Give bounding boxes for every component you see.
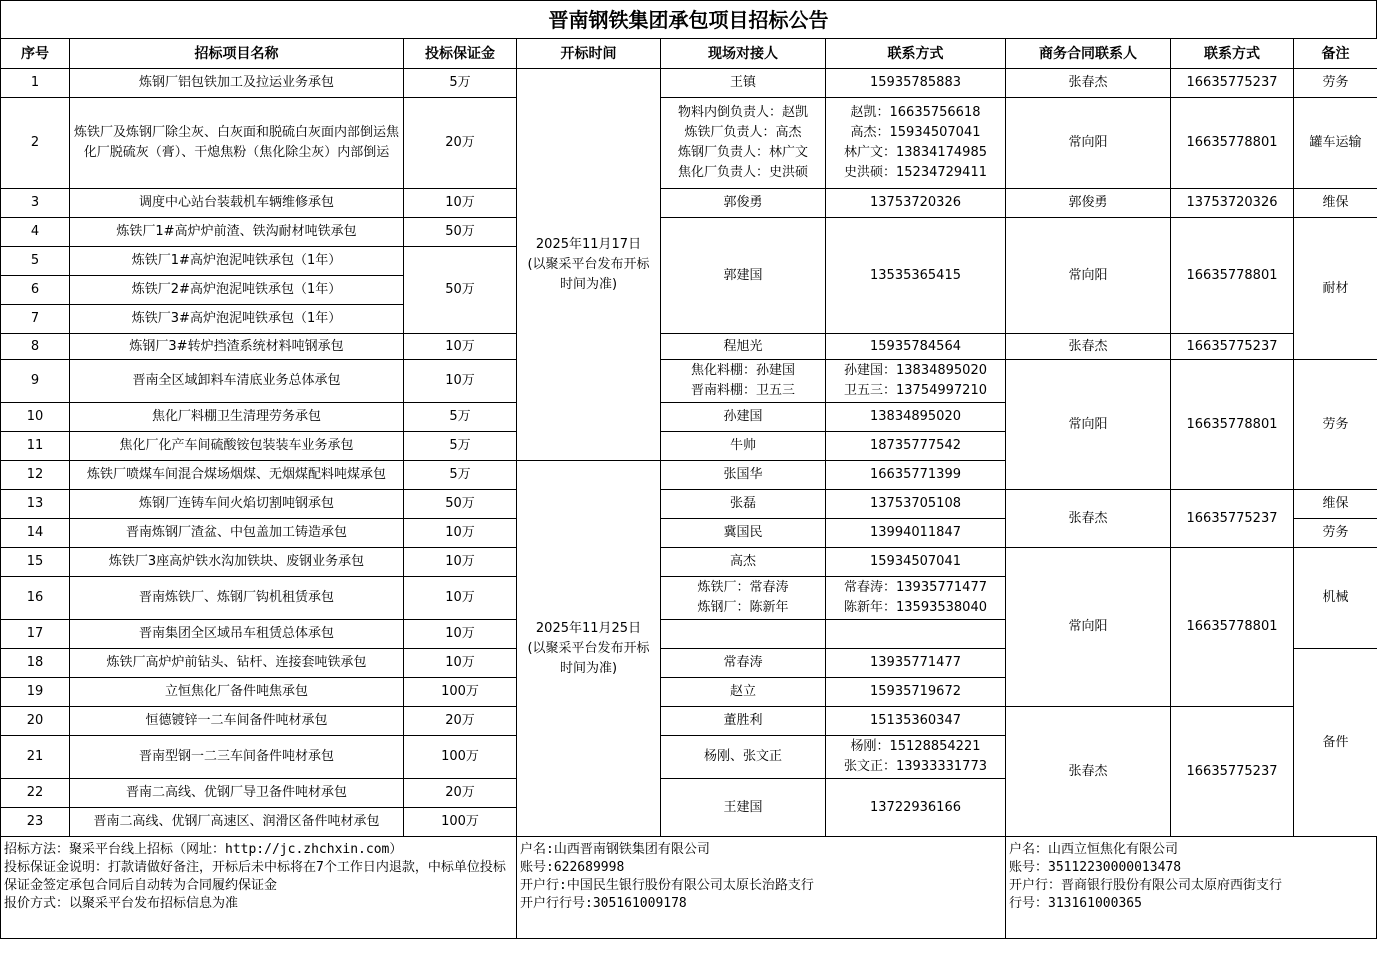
cell-phone: 13753720326	[826, 189, 1006, 218]
open-note: 时间为准)	[559, 276, 618, 292]
contact-line: 焦化料棚：孙建国	[690, 363, 795, 378]
cell-phone: 13834895020	[826, 403, 1006, 432]
cell-contact: 杨刚、张文正	[661, 736, 826, 779]
cell-note: 耐材	[1294, 218, 1377, 360]
footer-line: 报价方式：以聚采平台发布招标信息为准	[4, 896, 239, 911]
cell-biz-phone: 16635775237	[1171, 490, 1294, 548]
footer-line: 账号：35112230000013478	[1009, 860, 1182, 875]
cell-biz: 常向阳	[1006, 98, 1171, 189]
header-name: 招标项目名称	[70, 39, 404, 69]
phone-line: 张文正：13933331773	[844, 759, 987, 774]
cell-contact: 张磊	[661, 490, 826, 519]
phone-line: 常春涛：13935771477	[844, 580, 987, 595]
cell-deposit: 5万	[404, 461, 517, 490]
table-row	[1, 360, 1377, 403]
cell-phone	[826, 620, 1006, 649]
footer-line: 开户行：晋商银行股份有限公司太原府西街支行	[1009, 878, 1283, 893]
table-row	[1, 98, 1377, 189]
cell-biz: 张春杰	[1006, 490, 1171, 548]
footer-line: 户名：山西立恒焦化有限公司	[1009, 842, 1179, 857]
cell-phone	[826, 360, 1006, 403]
cell-no: 22	[1, 779, 70, 808]
cell-phone: 13753705108	[826, 490, 1006, 519]
cell-contact: 赵立	[661, 678, 826, 707]
cell-deposit: 5万	[404, 432, 517, 461]
cell-note: 劳务	[1294, 69, 1377, 98]
header-note: 备注	[1294, 39, 1377, 69]
cell-no: 8	[1, 334, 70, 360]
table-row	[1, 707, 1377, 736]
cell-deposit: 100万	[404, 736, 517, 779]
cell-phone: 13994011847	[826, 519, 1006, 548]
cell-phone: 13722936166	[826, 779, 1006, 837]
footer-line: 招标方法：聚采平台线上招标（网址：http://jc.zhchxin.com）	[4, 842, 403, 857]
cell-open-time-1	[517, 69, 661, 461]
page-title: 晋南钢铁集团承包项目招标公告	[0, 0, 1377, 38]
footer-line: 投标保证金说明：打款请做好备注，开标后未中标将在7个工作日内退款，中标单位投标保证金签定承包合同后自动转为合同履约保证金	[4, 860, 506, 893]
contact-line: 炼铁厂负责人：高杰	[684, 125, 802, 140]
open-note: (以聚采平台发布开标	[527, 256, 650, 272]
header-phone: 联系方式	[826, 39, 1006, 69]
cell-note: 劳务	[1294, 360, 1377, 490]
footer-bank-liheng	[1006, 837, 1376, 938]
contact-line: 炼钢厂：陈新年	[697, 600, 789, 615]
phone-line: 史洪硕：15234729411	[844, 165, 987, 180]
cell-deposit: 10万	[404, 519, 517, 548]
phone-line: 杨刚：15128854221	[850, 739, 981, 754]
cell-biz: 张春杰	[1006, 707, 1171, 837]
header-biz-contact: 商务合同联系人	[1006, 39, 1171, 69]
cell-deposit: 10万	[404, 189, 517, 218]
cell-no: 7	[1, 305, 70, 334]
contact-line: 晋南料棚：卫五三	[690, 383, 795, 398]
cell-contact: 牛帅	[661, 432, 826, 461]
cell-contact: 常春涛	[661, 649, 826, 678]
cell-deposit: 20万	[404, 779, 517, 808]
footer	[0, 837, 1377, 939]
table-row	[1, 334, 1377, 360]
cell-no: 20	[1, 707, 70, 736]
cell-contact	[661, 360, 826, 403]
cell-deposit: 100万	[404, 808, 517, 837]
cell-name: 炼钢厂铝包铁加工及拉运业务承包	[70, 69, 404, 98]
cell-no: 11	[1, 432, 70, 461]
open-note: (以聚采平台发布开标	[527, 640, 650, 656]
contact-line: 物料内倒负责人：赵凯	[677, 105, 808, 120]
table-row	[1, 548, 1377, 577]
footer-line: 开户行行号:305161009178	[520, 896, 687, 911]
header-contact: 现场对接人	[661, 39, 826, 69]
cell-no: 15	[1, 548, 70, 577]
cell-name: 立恒焦化厂备件吨焦承包	[70, 678, 404, 707]
cell-contact: 张国华	[661, 461, 826, 490]
cell-no: 21	[1, 736, 70, 779]
open-note: 时间为准)	[559, 660, 618, 676]
contact-line: 焦化厂负责人：史洪硕	[677, 165, 808, 180]
cell-no: 9	[1, 360, 70, 403]
cell-contact: 董胜利	[661, 707, 826, 736]
open-date: 2025年11月25日	[535, 620, 642, 636]
cell-name: 晋南二高线、优钢厂导卫备件吨材承包	[70, 779, 404, 808]
phone-line: 孙建国：13834895020	[844, 363, 987, 378]
cell-biz-phone: 16635775237	[1171, 334, 1294, 360]
cell-deposit: 10万	[404, 334, 517, 360]
cell-deposit: 10万	[404, 649, 517, 678]
cell-deposit: 50万	[404, 247, 517, 334]
cell-deposit: 100万	[404, 678, 517, 707]
cell-no: 16	[1, 577, 70, 620]
cell-contact: 王建国	[661, 779, 826, 837]
cell-phone: 15934507041	[826, 548, 1006, 577]
footer-line: 户名:山西晋南钢铁集团有限公司	[520, 842, 710, 857]
cell-deposit: 5万	[404, 403, 517, 432]
cell-phone: 16635771399	[826, 461, 1006, 490]
cell-no: 18	[1, 649, 70, 678]
cell-note: 维保	[1294, 189, 1377, 218]
phone-line: 卫五三：13754997210	[844, 383, 987, 398]
cell-note: 劳务	[1294, 519, 1377, 548]
cell-deposit: 10万	[404, 577, 517, 620]
cell-deposit: 20万	[404, 707, 517, 736]
cell-name: 晋南集团全区域吊车租赁总体承包	[70, 620, 404, 649]
header-no: 序号	[1, 39, 70, 69]
cell-deposit: 10万	[404, 620, 517, 649]
cell-contact: 孙建国	[661, 403, 826, 432]
header-open-time: 开标时间	[517, 39, 661, 69]
cell-name: 炼铁厂及炼钢厂除尘灰、白灰面和脱硫白灰面内部倒运焦化厂脱硫灰（膏）、干熄焦粉（焦化除尘灰）内部倒运	[70, 98, 404, 189]
cell-contact	[661, 98, 826, 189]
header-biz-phone: 联系方式	[1171, 39, 1294, 69]
cell-deposit: 20万	[404, 98, 517, 189]
table-row	[1, 490, 1377, 519]
cell-name: 晋南型钢一二三车间备件吨材承包	[70, 736, 404, 779]
cell-name: 炼铁厂1#高炉泡泥吨铁承包（1年）	[70, 247, 404, 276]
cell-contact: 高杰	[661, 548, 826, 577]
cell-no: 2	[1, 98, 70, 189]
cell-phone: 15135360347	[826, 707, 1006, 736]
cell-note: 机械	[1294, 548, 1377, 649]
cell-name: 炼铁厂高炉炉前钻头、钻杆、连接套吨铁承包	[70, 649, 404, 678]
cell-phone: 15935784564	[826, 334, 1006, 360]
cell-no: 13	[1, 490, 70, 519]
header-row	[1, 39, 1377, 69]
cell-name: 炼铁厂1#高炉炉前渣、铁沟耐材吨铁承包	[70, 218, 404, 247]
phone-line: 陈新年：13593538040	[844, 600, 987, 615]
phone-line: 林广文：13834174985	[844, 145, 987, 160]
contact-line: 炼铁厂：常春涛	[697, 580, 789, 595]
cell-biz: 常向阳	[1006, 218, 1171, 334]
cell-open-time-2	[517, 461, 661, 837]
tender-table	[0, 38, 1377, 837]
table-row	[1, 69, 1377, 98]
cell-no: 23	[1, 808, 70, 837]
cell-phone	[826, 736, 1006, 779]
cell-no: 19	[1, 678, 70, 707]
footer-line: 账号:622689998	[520, 860, 625, 875]
cell-no: 17	[1, 620, 70, 649]
footer-bank-jinnan	[517, 837, 1006, 938]
cell-contact: 程旭光	[661, 334, 826, 360]
cell-no: 3	[1, 189, 70, 218]
cell-biz: 张春杰	[1006, 334, 1171, 360]
cell-no: 12	[1, 461, 70, 490]
cell-contact	[661, 620, 826, 649]
cell-biz-phone: 16635775237	[1171, 69, 1294, 98]
phone-line: 高杰：15934507041	[850, 125, 981, 140]
cell-name: 炼钢厂连铸车间火焰切割吨钢承包	[70, 490, 404, 519]
cell-biz-phone: 16635778801	[1171, 360, 1294, 490]
cell-biz: 常向阳	[1006, 548, 1171, 707]
cell-deposit: 50万	[404, 218, 517, 247]
cell-note: 维保	[1294, 490, 1377, 519]
cell-deposit: 50万	[404, 490, 517, 519]
header-deposit: 投标保证金	[404, 39, 517, 69]
cell-name: 晋南二高线、优钢厂高速区、润滑区备件吨材承包	[70, 808, 404, 837]
cell-name: 晋南炼铁厂、炼钢厂钩机租赁承包	[70, 577, 404, 620]
cell-biz-phone: 16635778801	[1171, 98, 1294, 189]
cell-note: 罐车运输	[1294, 98, 1377, 189]
cell-no: 14	[1, 519, 70, 548]
cell-no: 5	[1, 247, 70, 276]
cell-name: 焦化厂料棚卫生清理劳务承包	[70, 403, 404, 432]
cell-phone	[826, 577, 1006, 620]
cell-no: 10	[1, 403, 70, 432]
cell-phone: 13935771477	[826, 649, 1006, 678]
cell-name: 炼钢厂3#转炉挡渣系统材料吨钢承包	[70, 334, 404, 360]
cell-contact	[661, 577, 826, 620]
cell-biz-phone: 13753720326	[1171, 189, 1294, 218]
cell-name: 焦化厂化产车间硫酸铵包装装车业务承包	[70, 432, 404, 461]
cell-biz-phone: 16635778801	[1171, 548, 1294, 707]
cell-name: 晋南全区域卸料车清底业务总体承包	[70, 360, 404, 403]
cell-deposit: 5万	[404, 69, 517, 98]
cell-deposit: 10万	[404, 548, 517, 577]
cell-contact: 王镇	[661, 69, 826, 98]
cell-name: 炼铁厂2#高炉泡泥吨铁承包（1年）	[70, 276, 404, 305]
footer-tender-info	[1, 837, 517, 938]
table-row	[1, 189, 1377, 218]
footer-line: 行号：313161000365	[1009, 896, 1142, 911]
cell-no: 4	[1, 218, 70, 247]
table-row	[1, 218, 1377, 247]
cell-no: 6	[1, 276, 70, 305]
cell-biz: 张春杰	[1006, 69, 1171, 98]
cell-biz-phone: 16635778801	[1171, 218, 1294, 334]
cell-biz: 常向阳	[1006, 360, 1171, 490]
cell-contact: 郭建国	[661, 218, 826, 334]
cell-phone: 13535365415	[826, 218, 1006, 334]
cell-name: 炼铁厂喷煤车间混合煤场烟煤、无烟煤配料吨煤承包	[70, 461, 404, 490]
cell-name: 炼铁厂3座高炉铁水沟加铁块、废钢业务承包	[70, 548, 404, 577]
cell-deposit: 10万	[404, 360, 517, 403]
cell-contact: 郭俊勇	[661, 189, 826, 218]
cell-no: 1	[1, 69, 70, 98]
contact-line: 炼钢厂负责人：林广文	[677, 145, 808, 160]
cell-note: 备件	[1294, 649, 1377, 837]
open-date: 2025年11月17日	[535, 236, 642, 252]
cell-phone	[826, 98, 1006, 189]
phone-line: 赵凯：16635756618	[850, 105, 981, 120]
cell-biz: 郭俊勇	[1006, 189, 1171, 218]
cell-name: 调度中心站台装载机车辆维修承包	[70, 189, 404, 218]
cell-biz-phone: 16635775237	[1171, 707, 1294, 837]
cell-name: 晋南炼钢厂渣盆、中包盖加工铸造承包	[70, 519, 404, 548]
footer-line: 开户行:中国民生银行股份有限公司太原长治路支行	[520, 878, 814, 893]
cell-name: 恒德镀锌一二车间备件吨材承包	[70, 707, 404, 736]
cell-phone: 15935785883	[826, 69, 1006, 98]
cell-phone: 15935719672	[826, 678, 1006, 707]
cell-name: 炼铁厂3#高炉泡泥吨铁承包（1年）	[70, 305, 404, 334]
cell-contact: 冀国民	[661, 519, 826, 548]
cell-phone: 18735777542	[826, 432, 1006, 461]
